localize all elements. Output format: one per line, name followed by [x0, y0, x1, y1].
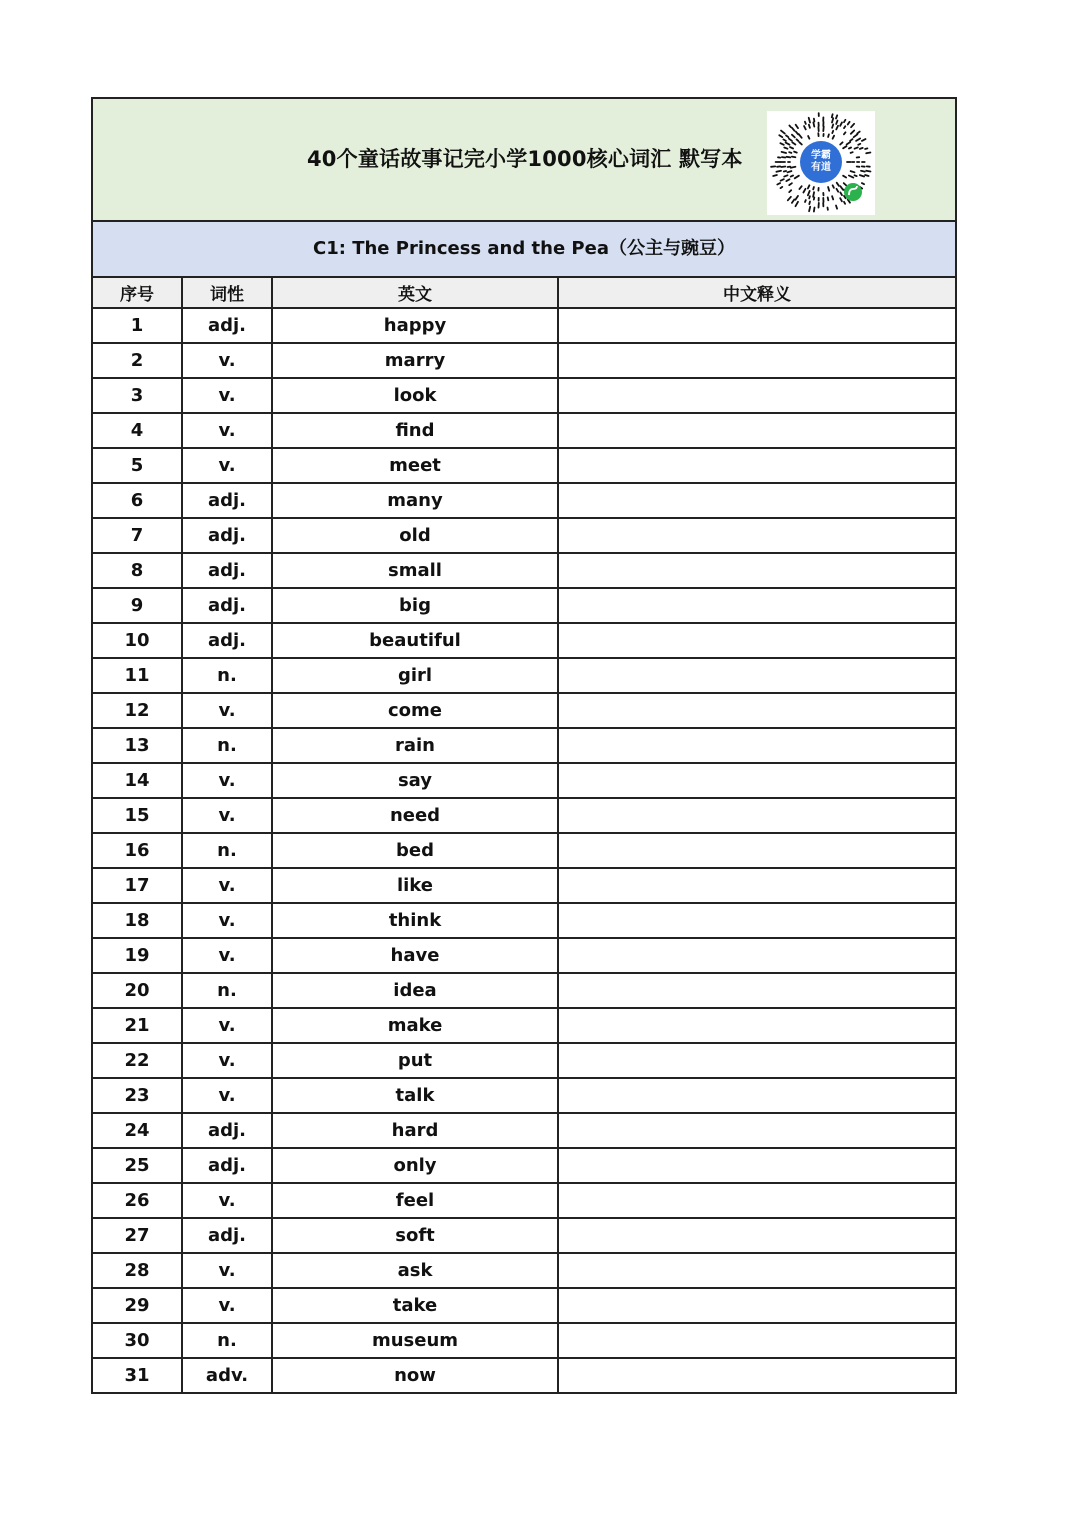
- word-number: 17: [93, 868, 182, 903]
- table-row: [93, 623, 955, 658]
- chinese-meaning-blank[interactable]: [558, 623, 955, 658]
- part-of-speech: adj.: [182, 553, 272, 588]
- word-number: 12: [93, 693, 182, 728]
- word-number: 19: [93, 938, 182, 973]
- chinese-meaning-blank[interactable]: [558, 658, 955, 693]
- vocabulary-worksheet: [91, 97, 957, 1394]
- qr-dash: [803, 189, 805, 193]
- chinese-meaning-blank[interactable]: [558, 728, 955, 763]
- word-number: 20: [93, 973, 182, 1008]
- part-of-speech: v.: [182, 378, 272, 413]
- qr-dash: [849, 176, 853, 178]
- qr-dash: [857, 132, 860, 134]
- qr-dash: [832, 131, 833, 133]
- chinese-meaning-blank[interactable]: [558, 1008, 955, 1043]
- qr-dash: [791, 167, 796, 168]
- part-of-speech: adj.: [182, 308, 272, 343]
- part-of-speech: n.: [182, 658, 272, 693]
- english-word: idea: [272, 973, 558, 1008]
- worksheet-title: 40个童话故事记完小学1000核心词汇 默写本: [307, 147, 743, 171]
- qr-dash: [833, 136, 835, 139]
- english-word: happy: [272, 308, 558, 343]
- word-number: 3: [93, 378, 182, 413]
- qr-dash: [866, 153, 870, 154]
- qr-dash: [865, 148, 867, 149]
- qr-dash: [792, 135, 795, 138]
- qr-dash: [781, 179, 784, 181]
- qr-dash: [781, 167, 785, 168]
- qr-dash: [844, 132, 846, 134]
- qr-dash: [805, 122, 806, 124]
- chinese-meaning-blank[interactable]: [558, 448, 955, 483]
- qr-dash: [789, 139, 792, 141]
- chinese-meaning-blank[interactable]: [558, 693, 955, 728]
- part-of-speech: n.: [182, 1323, 272, 1358]
- table-row: [93, 378, 955, 413]
- qr-dash: [840, 186, 843, 190]
- part-of-speech: n.: [182, 833, 272, 868]
- part-of-speech: v.: [182, 413, 272, 448]
- english-word: hard: [272, 1113, 558, 1148]
- chinese-meaning-blank[interactable]: [558, 1183, 955, 1218]
- qr-dash: [862, 139, 866, 141]
- qr-dash: [837, 189, 839, 192]
- qr-dash: [781, 187, 783, 188]
- vocabulary-table: [93, 278, 955, 1392]
- qr-dash: [797, 139, 799, 141]
- english-word: girl: [272, 658, 558, 693]
- qr-dash: [789, 183, 792, 185]
- english-word: marry: [272, 343, 558, 378]
- english-word: put: [272, 1043, 558, 1078]
- qr-dash: [856, 139, 860, 141]
- qr-dash: [854, 134, 858, 137]
- qr-dash: [814, 197, 815, 199]
- chinese-meaning-blank[interactable]: [558, 1218, 955, 1253]
- table-row: [93, 1148, 955, 1183]
- word-number: 6: [93, 483, 182, 518]
- english-word: make: [272, 1008, 558, 1043]
- english-word: bed: [272, 833, 558, 868]
- table-row: [93, 938, 955, 973]
- qr-dash: [779, 135, 782, 137]
- table-row: [93, 693, 955, 728]
- part-of-speech: v.: [182, 448, 272, 483]
- qr-dash: [773, 175, 777, 176]
- qr-dash: [832, 114, 833, 117]
- english-word: feel: [272, 1183, 558, 1218]
- word-number: 30: [93, 1323, 182, 1358]
- chinese-meaning-blank[interactable]: [558, 308, 955, 343]
- word-number: 9: [93, 588, 182, 623]
- qr-dash: [795, 176, 799, 179]
- qr-dash: [828, 187, 829, 191]
- qr-dash: [840, 142, 842, 144]
- chapter-heading: C1: The Princess and the Pea（公主与豌豆）: [93, 222, 955, 278]
- part-of-speech: adj.: [182, 1218, 272, 1253]
- part-of-speech: adj.: [182, 588, 272, 623]
- table-row: [93, 588, 955, 623]
- chinese-meaning-blank[interactable]: [558, 1148, 955, 1183]
- chinese-meaning-blank[interactable]: [558, 1113, 955, 1148]
- part-of-speech: v.: [182, 763, 272, 798]
- qr-dash: [786, 179, 789, 181]
- english-word: ask: [272, 1253, 558, 1288]
- part-of-speech: v.: [182, 1043, 272, 1078]
- qr-dash: [792, 200, 794, 203]
- qr-dash: [791, 176, 793, 177]
- table-row: [93, 483, 955, 518]
- qr-dash: [855, 147, 858, 148]
- table-row: [93, 1078, 955, 1113]
- word-number: 27: [93, 1218, 182, 1253]
- qr-dash: [777, 183, 780, 184]
- part-of-speech: adv.: [182, 1358, 272, 1392]
- qr-dash: [786, 143, 790, 145]
- qr-dash: [849, 148, 851, 149]
- english-word: many: [272, 483, 558, 518]
- chinese-meaning-blank[interactable]: [558, 763, 955, 798]
- qr-dash: [860, 175, 864, 176]
- qr-dash: [795, 196, 798, 200]
- word-number: 13: [93, 728, 182, 763]
- qr-dash: [861, 171, 865, 172]
- table-row: [93, 553, 955, 588]
- qr-dash: [780, 143, 783, 145]
- word-number: 8: [93, 553, 182, 588]
- qr-dash: [836, 126, 838, 130]
- qr-dash: [781, 131, 785, 134]
- part-of-speech: v.: [182, 1078, 272, 1113]
- qr-dash: [844, 126, 845, 128]
- qr-dash: [844, 120, 845, 122]
- qr-dash: [789, 190, 791, 192]
- chinese-meaning-blank[interactable]: [558, 588, 955, 623]
- part-of-speech: n.: [182, 973, 272, 1008]
- part-of-speech: v.: [182, 1183, 272, 1218]
- qr-dash: [813, 187, 814, 189]
- chinese-meaning-blank[interactable]: [558, 938, 955, 973]
- qr-dash: [848, 122, 850, 125]
- qr-dash: [840, 122, 842, 125]
- part-of-speech: v.: [182, 868, 272, 903]
- part-of-speech: adj.: [182, 518, 272, 553]
- qr-dash: [786, 135, 788, 137]
- qr-dash: [808, 185, 810, 188]
- qr-dash: [790, 147, 793, 148]
- table-row: [93, 1323, 955, 1358]
- qr-dash: [792, 128, 795, 131]
- word-number: 1: [93, 308, 182, 343]
- qr-dash: [840, 192, 842, 195]
- word-number: 10: [93, 623, 182, 658]
- part-of-speech: v.: [182, 798, 272, 833]
- qr-dash: [796, 125, 798, 128]
- column-header-number: 序号: [93, 278, 182, 308]
- english-word: rain: [272, 728, 558, 763]
- qr-dash: [794, 152, 797, 153]
- qr-dash: [799, 142, 802, 144]
- english-word: now: [272, 1358, 558, 1392]
- chinese-meaning-blank[interactable]: [558, 553, 955, 588]
- english-word: meet: [272, 448, 558, 483]
- part-of-speech: v.: [182, 693, 272, 728]
- part-of-speech: v.: [182, 1008, 272, 1043]
- word-number: 14: [93, 763, 182, 798]
- qr-dash: [851, 171, 855, 172]
- qr-dash: [799, 186, 801, 189]
- word-number: 18: [93, 903, 182, 938]
- english-word: old: [272, 518, 558, 553]
- table-row: [93, 658, 955, 693]
- part-of-speech: v.: [182, 1253, 272, 1288]
- english-word: take: [272, 1288, 558, 1323]
- table-row: [93, 728, 955, 763]
- qr-dash: [860, 148, 863, 149]
- word-number: 15: [93, 798, 182, 833]
- table-row: [93, 1218, 955, 1253]
- qr-dash: [809, 118, 810, 123]
- part-of-speech: adj.: [182, 1148, 272, 1183]
- chinese-meaning-blank[interactable]: [558, 798, 955, 833]
- qr-dash: [832, 196, 833, 199]
- title-band: [93, 99, 955, 222]
- qr-dash: [866, 171, 870, 172]
- qr-dash: [828, 134, 829, 137]
- english-word: like: [272, 868, 558, 903]
- table-row: [93, 448, 955, 483]
- qr-dash: [809, 202, 810, 205]
- english-word: talk: [272, 1078, 558, 1113]
- chinese-meaning-blank[interactable]: [558, 1323, 955, 1358]
- part-of-speech: v.: [182, 903, 272, 938]
- qr-dash: [792, 142, 795, 144]
- part-of-speech: n.: [182, 728, 272, 763]
- qr-dash: [788, 171, 792, 172]
- word-number: 31: [93, 1358, 182, 1392]
- chinese-meaning-blank[interactable]: [558, 1043, 955, 1078]
- qr-dash: [836, 206, 837, 209]
- word-number: 5: [93, 448, 182, 483]
- english-word: big: [272, 588, 558, 623]
- qr-dash: [851, 152, 853, 153]
- qr-dash: [814, 119, 815, 122]
- qr-dash: [792, 157, 796, 158]
- part-of-speech: v.: [182, 938, 272, 973]
- qr-dash: [808, 191, 810, 195]
- english-word: think: [272, 903, 558, 938]
- qr-dash: [809, 196, 810, 198]
- chinese-meaning-blank[interactable]: [558, 413, 955, 448]
- word-number: 29: [93, 1288, 182, 1323]
- qr-dash: [784, 148, 787, 149]
- chinese-meaning-blank[interactable]: [558, 1358, 955, 1392]
- chinese-meaning-blank[interactable]: [558, 868, 955, 903]
- qr-dash: [796, 132, 798, 135]
- english-word: come: [272, 693, 558, 728]
- qr-dash: [855, 175, 857, 176]
- table-row: [93, 1253, 955, 1288]
- english-word: have: [272, 938, 558, 973]
- qr-dash: [809, 207, 810, 212]
- english-word: small: [272, 553, 558, 588]
- qr-dash: [847, 142, 851, 145]
- column-header-english: 英文: [272, 278, 558, 308]
- part-of-speech: v.: [182, 343, 272, 378]
- qr-badge-line-1: 学霸: [811, 150, 831, 161]
- qr-dash: [850, 139, 852, 141]
- english-word: look: [272, 378, 558, 413]
- qr-dash: [837, 183, 839, 186]
- english-word: soft: [272, 1218, 558, 1253]
- qr-code: [767, 111, 875, 215]
- chinese-meaning-blank[interactable]: [558, 1288, 955, 1323]
- qr-dash: [789, 126, 791, 128]
- chinese-meaning-blank[interactable]: [558, 833, 955, 868]
- chinese-meaning-blank[interactable]: [558, 378, 955, 413]
- word-number: 4: [93, 413, 182, 448]
- qr-dash: [814, 208, 815, 212]
- table-row: [93, 1043, 955, 1078]
- qr-dash: [844, 202, 845, 204]
- qr-dash: [836, 121, 837, 124]
- table-row: [93, 1288, 955, 1323]
- table-row: [93, 1358, 955, 1392]
- qr-dash: [788, 197, 791, 201]
- part-of-speech: adj.: [182, 483, 272, 518]
- qr-dash: [843, 146, 846, 148]
- table-row: [93, 518, 955, 553]
- qr-dash: [796, 202, 799, 206]
- qr-dash: [844, 183, 847, 185]
- qr-dash: [851, 131, 854, 134]
- word-number: 16: [93, 833, 182, 868]
- table-row: [93, 868, 955, 903]
- qr-dash: [832, 125, 833, 128]
- english-word: only: [272, 1148, 558, 1183]
- qr-dash: [804, 126, 806, 129]
- word-number: 25: [93, 1148, 182, 1183]
- qr-dash: [862, 183, 864, 184]
- table-row: [93, 343, 955, 378]
- table-row: [93, 973, 955, 1008]
- qr-dash: [843, 176, 846, 178]
- qr-badge-line-2: 有道: [811, 162, 831, 173]
- qr-dash: [828, 197, 829, 200]
- chinese-meaning-blank[interactable]: [558, 483, 955, 518]
- table-row: [93, 308, 955, 343]
- chinese-meaning-blank[interactable]: [558, 1253, 955, 1288]
- qr-dash: [809, 125, 810, 128]
- word-number: 26: [93, 1183, 182, 1218]
- qr-dash: [784, 171, 786, 172]
- table-row: [93, 763, 955, 798]
- qr-dash: [832, 118, 833, 122]
- qr-dash: [783, 139, 786, 141]
- qr-dash: [858, 144, 860, 145]
- word-number: 2: [93, 343, 182, 378]
- qr-dash: [808, 136, 809, 139]
- word-number: 7: [93, 518, 182, 553]
- chinese-meaning-blank[interactable]: [558, 903, 955, 938]
- table-row: [93, 1008, 955, 1043]
- column-header-part-of-speech: 词性: [182, 278, 272, 308]
- qr-dash: [789, 152, 791, 153]
- word-number: 28: [93, 1253, 182, 1288]
- qr-dash: [776, 171, 781, 172]
- word-number: 23: [93, 1078, 182, 1113]
- word-number: 22: [93, 1043, 182, 1078]
- table-row: [93, 1113, 955, 1148]
- qr-dash: [799, 134, 802, 138]
- word-number: 24: [93, 1113, 182, 1148]
- qr-dash: [833, 185, 834, 188]
- english-word: find: [272, 413, 558, 448]
- english-word: museum: [272, 1323, 558, 1358]
- qr-dash: [851, 124, 854, 127]
- part-of-speech: adj.: [182, 1113, 272, 1148]
- table-row: [93, 413, 955, 448]
- chinese-meaning-blank[interactable]: [558, 973, 955, 1008]
- qr-dash: [813, 122, 814, 126]
- qr-dash: [836, 115, 837, 118]
- part-of-speech: v.: [182, 1288, 272, 1323]
- qr-dash: [840, 198, 842, 201]
- qr-dash: [787, 157, 791, 158]
- table-row: [93, 903, 955, 938]
- word-number: 11: [93, 658, 182, 693]
- qr-dash: [805, 200, 806, 202]
- chinese-meaning-blank[interactable]: [558, 518, 955, 553]
- table-header-row: [93, 278, 955, 308]
- table-row: [93, 1183, 955, 1218]
- table-row: [93, 798, 955, 833]
- qr-dash: [782, 152, 787, 153]
- chinese-meaning-blank[interactable]: [558, 343, 955, 378]
- qr-dash: [813, 192, 814, 197]
- chinese-meaning-blank[interactable]: [558, 1078, 955, 1113]
- english-word: say: [272, 763, 558, 798]
- part-of-speech: adj.: [182, 623, 272, 658]
- mini-program-icon: [844, 183, 862, 201]
- qr-dash: [784, 175, 787, 176]
- word-number: 21: [93, 1008, 182, 1043]
- table-row: [93, 833, 955, 868]
- english-word: beautiful: [272, 623, 558, 658]
- qr-dash: [865, 175, 869, 176]
- english-word: need: [272, 798, 558, 833]
- column-header-chinese-meaning: 中文释义: [558, 278, 955, 308]
